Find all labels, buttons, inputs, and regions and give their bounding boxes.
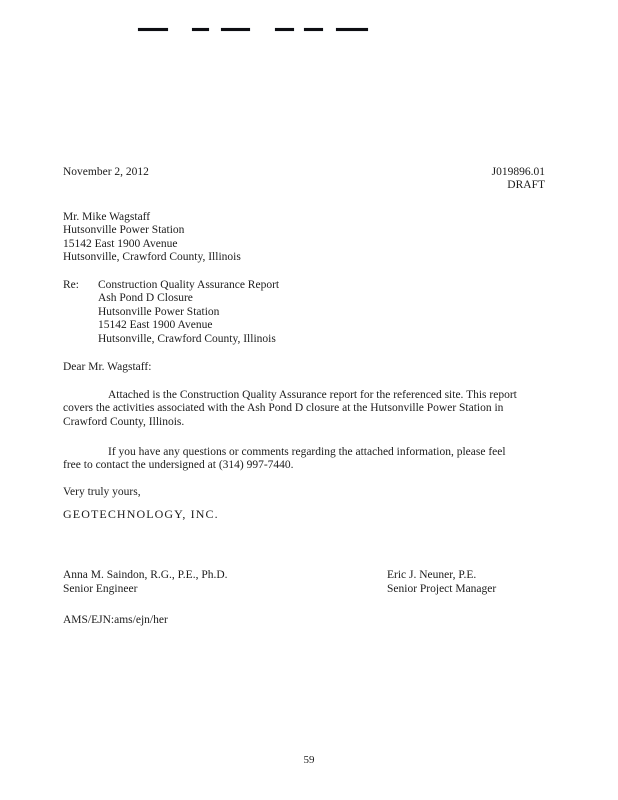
redacted-text-fragment [304, 28, 323, 31]
body-line: Attached is the Construction Quality Assurance report for the referenced site. This report [108, 389, 517, 401]
body-line: free to contact the undersigned at (314) 997-7440. [63, 459, 294, 472]
signer-title-right: Senior Project Manager [387, 583, 497, 595]
body-paragraph-1 [63, 389, 557, 429]
signer-name-right: Eric J. Neuner, P.E. [387, 569, 477, 581]
recipient-city: Hutsonville, Crawford County, Illinois [63, 251, 241, 264]
subject-line: Construction Quality Assurance Report [98, 279, 280, 291]
body-line: If you have any questions or comments regarding the attached information, please feel [108, 446, 506, 458]
body-paragraph-2 [63, 446, 557, 473]
company-name: GEOTECHNOLOGY, INC. [63, 507, 219, 521]
subject-block [63, 279, 279, 346]
page-number: 59 [303, 754, 315, 766]
redacted-text-fragment [336, 28, 368, 31]
redacted-text-fragment [221, 28, 250, 31]
draft-label: DRAFT [507, 179, 545, 192]
redacted-text-fragment [275, 28, 294, 31]
body-line: Crawford County, Illinois. [63, 415, 185, 428]
valediction: Very truly yours, [63, 486, 141, 498]
typist-reference-line: AMS/EJN:ams/ejn/her [63, 614, 168, 626]
redacted-text-fragment [192, 28, 209, 31]
recipient-org: Hutsonville Power Station [63, 224, 185, 237]
subject-line: Ash Pond D Closure [98, 292, 193, 305]
redacted-header-row [0, 28, 618, 32]
subject-label: Re: [63, 279, 79, 291]
recipient-name: Mr. Mike Wagstaff [63, 211, 151, 223]
project-number: J019896.01 [491, 166, 545, 178]
signer-title-left: Senior Engineer [63, 583, 138, 595]
signer-name-left: Anna M. Saindon, R.G., P.E., Ph.D. [63, 569, 228, 581]
subject-line: Hutsonville, Crawford County, Illinois [98, 332, 276, 345]
redacted-text-fragment [138, 28, 168, 31]
subject-lines [98, 279, 279, 346]
subject-line: Hutsonville Power Station [98, 305, 220, 318]
body-line: covers the activities associated with the Ash Pond D closure at the Hutsonville Power Station in [63, 402, 504, 415]
project-reference-block [492, 166, 545, 193]
recipient-street: 15142 East 1900 Avenue [63, 237, 178, 250]
salutation: Dear Mr. Wagstaff: [63, 361, 152, 373]
subject-line: 15142 East 1900 Avenue [98, 319, 213, 332]
recipient-address-block [63, 211, 241, 265]
letter-date: November 2, 2012 [63, 166, 149, 178]
letter-header [63, 166, 545, 193]
